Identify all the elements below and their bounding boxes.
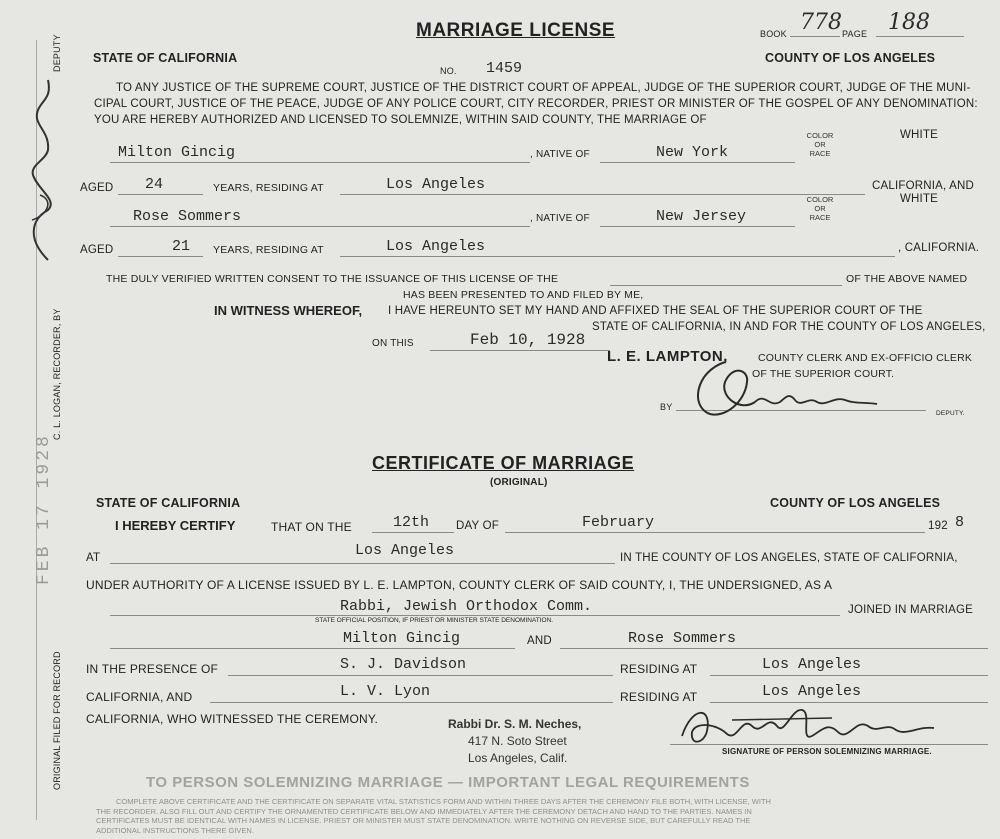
license-county: COUNTY OF LOS ANGELES — [765, 51, 936, 65]
bride-name-cert: Rose Sommers — [628, 630, 737, 647]
deputy-signature — [685, 352, 885, 422]
page-value: 188 — [888, 10, 930, 35]
footer-heading: TO PERSON SOLEMNIZING MARRIAGE — IMPORTANT LEGAL REQUIREMENTS — [146, 774, 750, 791]
license-date: Feb 10, 1928 — [470, 331, 586, 349]
residing-label-1: RESIDING AT — [620, 662, 698, 676]
groom-native-value: New York — [656, 144, 729, 161]
day-value: 12th — [393, 514, 430, 531]
license-date-line — [430, 350, 610, 351]
groom-name: Milton Gincig — [118, 144, 236, 161]
page-line — [876, 36, 964, 37]
bride-residence-line — [340, 256, 895, 257]
deputy-label: DEPUTY — [52, 34, 62, 72]
license-title: MARRIAGE LICENSE — [416, 20, 616, 41]
bride-native-value: New Jersey — [656, 208, 747, 225]
on-this-label: ON THIS — [372, 338, 414, 349]
groom-age-line — [118, 194, 203, 195]
witness1-residence: Los Angeles — [762, 656, 862, 673]
at-label: AT — [86, 552, 101, 564]
official-caption: STATE OFFICIAL POSITION, IF PRIEST OR MINISTER STATE DENOMINATION. — [315, 617, 554, 624]
groom-name-line — [110, 162, 530, 163]
stamp-line-3: Los Angeles, Calif. — [468, 751, 568, 765]
witness2-name: L. V. Lyon — [340, 683, 431, 700]
joined-label: JOINED IN MARRIAGE — [848, 604, 974, 616]
clerk-name: L. E. LAMPTON, — [607, 348, 728, 365]
bride-residence: Los Angeles — [386, 238, 486, 255]
bride-age: 21 — [172, 238, 191, 255]
page-label: PAGE — [842, 29, 868, 39]
original-filed-label: ORIGINAL FILED FOR RECORD — [52, 651, 62, 790]
groom-residence: Los Angeles — [386, 176, 486, 193]
witness1-residence-line — [710, 675, 988, 676]
bride-age-line — [118, 256, 203, 257]
footer-line-3: CERTIFICATES MUST BE IDENTICAL WITH NAMES IN LICENSE. PRIEST OR MINISTER MUST STATE DENOMINATION. WRITE NOTHING ON REVERSE SIDE, BUT CAREFULLY READ THE — [96, 816, 751, 825]
place-line — [110, 563, 615, 564]
officiant-signature-line — [670, 744, 988, 745]
calif-and-label: CALIFORNIA, AND — [86, 690, 193, 704]
by-label: BY — [660, 402, 673, 412]
official-line — [110, 615, 840, 616]
footer-line-2: THE RECORDER. ALSO FILL OUT AND CERTIFY THE ORNAMENTED CERTIFICATE BELOW AND IMMEDIATELY AFTER THE CEREMONY DETACH AND HAND TO THE PARTIES. NAMES IN — [96, 806, 752, 816]
preamble-line-1: TO ANY JUSTICE OF THE SUPREME COURT, JUSTICE OF THE DISTRICT COURT OF APPEAL, JUDGE OF THE SUPERIOR COURT, JUDGE OF THE MUNI- — [116, 82, 971, 94]
year-prefix: 192 — [928, 520, 948, 532]
bride-race: WHITE — [900, 193, 939, 205]
footer-instructions — [96, 797, 771, 835]
place-value: Los Angeles — [355, 542, 455, 559]
bride-aged-label: AGED — [80, 244, 114, 256]
county-text: IN THE COUNTY OF LOS ANGELES, STATE OF CALIFORNIA, — [620, 552, 958, 564]
bride-years-label: YEARS, RESIDING AT — [213, 244, 324, 256]
preamble-line-2: CIPAL COURT, JUSTICE OF THE PEACE, JUDGE OF ANY POLICE COURT, CITY RECORDER, PRIEST OR MINISTER OF THE GOSPEL OF ANY DENOMINATION: — [94, 98, 978, 110]
clerk-title-2: OF THE SUPERIOR COURT. — [752, 368, 895, 380]
consent-line-2: OF THE ABOVE NAMED — [846, 273, 968, 285]
bride-cert-line — [560, 648, 988, 649]
witnessed-text: CALIFORNIA, WHO WITNESSED THE CEREMONY. — [86, 712, 379, 726]
groom-residence-line — [340, 194, 865, 195]
that-on-label: THAT ON THE — [271, 520, 352, 534]
consent-line-1: THE DULY VERIFIED WRITTEN CONSENT TO THE ISSUANCE OF THIS LICENSE OF THE — [106, 273, 559, 285]
footer-line-4: ADDITIONAL INSTRUCTIONS THERE GIVEN. — [96, 825, 254, 835]
bride-color-label: COLOR OR RACE — [806, 195, 834, 222]
witness2-residence: Los Angeles — [762, 683, 862, 700]
groom-cert-line — [110, 648, 515, 649]
consent-line-3: HAS BEEN PRESENTED TO AND FILED BY ME, — [403, 289, 644, 301]
certificate-state: STATE OF CALIFORNIA — [96, 496, 241, 510]
book-line — [790, 36, 840, 37]
bride-name: Rose Sommers — [133, 208, 242, 225]
book-label: BOOK — [760, 29, 787, 39]
license-no-label: NO. — [440, 66, 457, 76]
license-number: 1459 — [486, 60, 523, 77]
witness-text-1: I HAVE HEREUNTO SET MY HAND AND AFFIXED THE SEAL OF THE SUPERIOR COURT OF THE — [388, 305, 923, 317]
witness2-line — [210, 702, 613, 703]
preamble-line-3: YOU ARE HEREBY AUTHORIZED AND LICENSED TO SOLEMNIZE, WITHIN SAID COUNTY, THE MARRIAGE OF — [94, 114, 707, 126]
and-label: AND — [527, 635, 552, 647]
groom-native-label: , NATIVE OF — [530, 149, 590, 160]
stamp-line-1: Rabbi Dr. S. M. Neches, — [448, 717, 582, 731]
witness1-line — [228, 675, 613, 676]
recorder-deputy-signature — [18, 70, 66, 270]
certificate-county: COUNTY OF LOS ANGELES — [770, 496, 941, 510]
signature-caption: SIGNATURE OF PERSON SOLEMNIZING MARRIAGE. — [722, 747, 932, 756]
license-state: STATE OF CALIFORNIA — [93, 51, 238, 65]
certificate-title: CERTIFICATE OF MARRIAGE — [372, 453, 635, 473]
bride-end: , CALIFORNIA. — [898, 242, 980, 254]
month-value: February — [582, 514, 655, 531]
bride-native-label: , NATIVE OF — [530, 213, 590, 224]
official-value: Rabbi, Jewish Orthodox Comm. — [340, 598, 593, 615]
day-of-label: DAY OF — [456, 520, 499, 532]
officiant-stamp — [448, 716, 581, 767]
groom-age: 24 — [145, 176, 164, 193]
certify-label: I HEREBY CERTIFY — [115, 518, 236, 533]
groom-end: CALIFORNIA, AND — [872, 180, 975, 192]
filed-date-stamp: FEB 17 1928 — [34, 433, 54, 585]
month-line — [505, 532, 925, 533]
groom-name-cert: Milton Gincig — [343, 630, 461, 647]
groom-race: WHITE — [900, 129, 939, 141]
groom-native-line — [600, 162, 795, 163]
authority-text: UNDER AUTHORITY OF A LICENSE ISSUED BY L. E. LAMPTON, COUNTY CLERK OF SAID COUNTY, I, THE UNDERSIGNED, AS A — [86, 578, 833, 592]
stamp-line-2: 417 N. Soto Street — [468, 734, 567, 748]
deputy-label-license: DEPUTY. — [936, 410, 965, 417]
witness-text-2: STATE OF CALIFORNIA, IN AND FOR THE COUNTY OF LOS ANGELES, — [592, 321, 986, 333]
footer-line-1: COMPLETE ABOVE CERTIFICATE AND THE CERTIFICATE ON SEPARATE VITAL STATISTICS FORM AND WITHIN THREE DAYS AFTER THE CEREMONY FILE BOTH, WITH LICENSE, WITH — [116, 797, 771, 806]
year-value: 8 — [955, 514, 965, 531]
witness1-name: S. J. Davidson — [340, 656, 467, 673]
witness-whereof: IN WITNESS WHEREOF, — [214, 303, 363, 318]
book-value: 778 — [800, 10, 842, 35]
certificate-subtitle: (ORIGINAL) — [490, 477, 548, 488]
clerk-title-1: COUNTY CLERK AND EX-OFFICIO CLERK — [758, 352, 973, 364]
groom-aged-label: AGED — [80, 182, 114, 194]
bride-name-line — [110, 226, 530, 227]
groom-color-label: COLOR OR RACE — [806, 131, 834, 158]
recorder-label: C. L. LOGAN, RECORDER, BY — [52, 308, 62, 440]
presence-label: IN THE PRESENCE OF — [86, 662, 219, 676]
bride-native-line — [600, 226, 795, 227]
consent-line — [610, 285, 842, 286]
groom-years-label: YEARS, RESIDING AT — [213, 182, 324, 194]
day-line — [372, 532, 454, 533]
residing-label-2: RESIDING AT — [620, 690, 698, 704]
